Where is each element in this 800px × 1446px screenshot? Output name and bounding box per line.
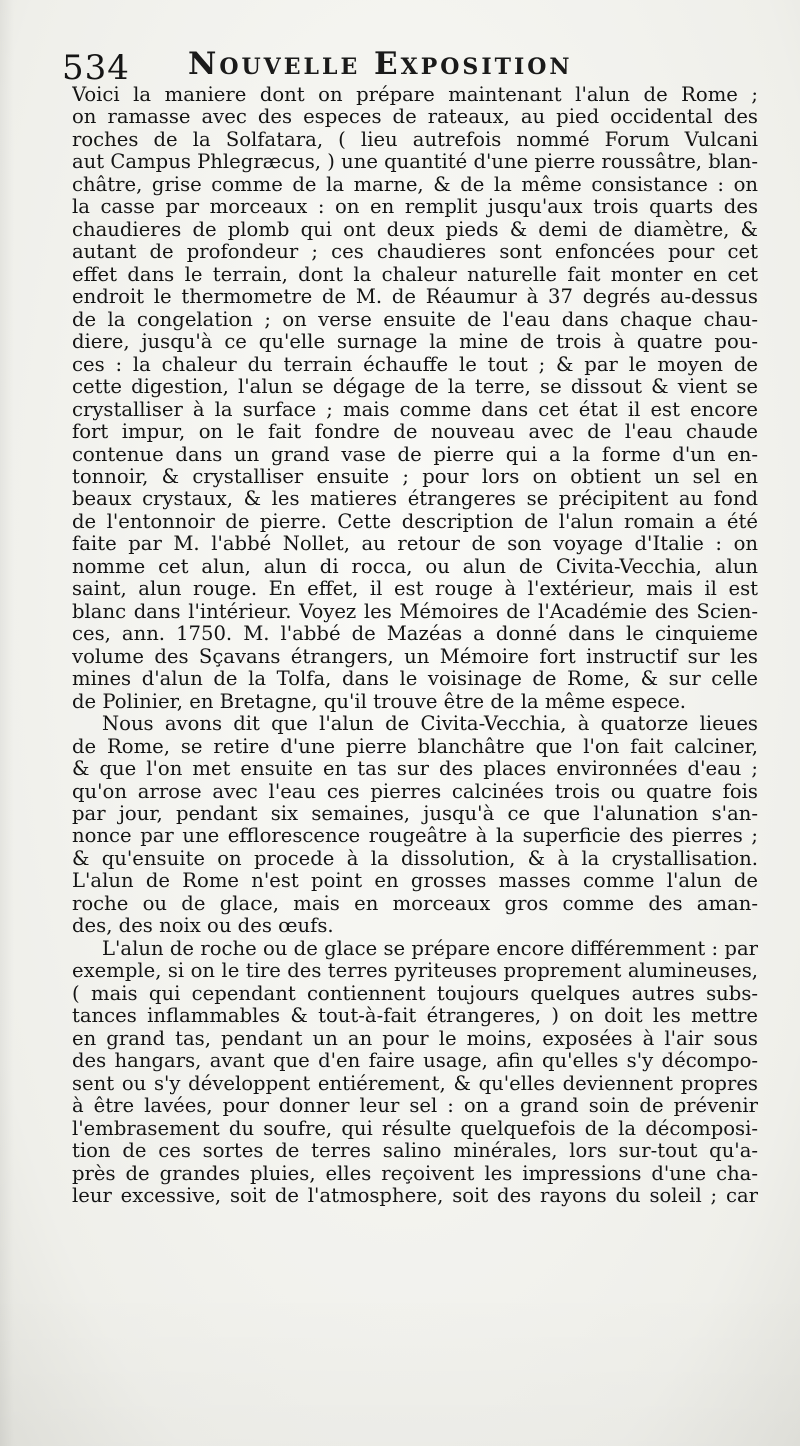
page-edge-shadow bbox=[0, 0, 14, 1446]
text-line: des, des noix ou des œufs. bbox=[72, 915, 334, 938]
text-line: nonce par une efflorescence rougeâtre à la superficie des pierres ; bbox=[72, 825, 758, 848]
running-title: Nouvelle Exposition bbox=[188, 46, 573, 82]
text-line: leur excessive, soit de l'atmosphere, soit des rayons du soleil ; car bbox=[72, 1184, 758, 1207]
text-line: tonnoir, & crystalliser ensuite ; pour lors on obtient un sel en bbox=[72, 465, 758, 488]
text-line: tion de ces sortes de terres salino minérales, lors sur-tout qu'a- bbox=[72, 1140, 758, 1163]
text-line: sent ou s'y développent entiérement, & qu'elles deviennent propres bbox=[72, 1072, 758, 1095]
text-line: tances inflammables & tout-à-fait étrangeres, ) on doit les mettre bbox=[72, 1005, 758, 1028]
text-line: endroit le thermometre de M. de Réaumur à 37 degrés au-dessus bbox=[72, 286, 758, 309]
text-line: saint, alun rouge. En effet, il est rouge à l'extérieur, mais il est bbox=[72, 578, 758, 601]
text-line: de la congelation ; on verse ensuite de l'eau dans chaque chau- bbox=[72, 308, 758, 331]
text-line: châtre, grise comme de la marne, & de la même consistance : on bbox=[72, 173, 758, 196]
text-line: roche ou de glace, mais en morceaux gros comme des aman- bbox=[72, 892, 758, 915]
text-line: contenue dans un grand vase de pierre qui a la forme d'un en- bbox=[72, 443, 758, 466]
text-line: ( mais qui cependant contiennent toujours quelques autres subs- bbox=[72, 982, 758, 1005]
text-line: des hangars, avant que d'en faire usage, afin qu'elles s'y décompo- bbox=[72, 1050, 758, 1073]
text-line: exemple, si on le tire des terres pyriteuses proprement alumineuses, bbox=[72, 960, 758, 983]
text-line: à être lavées, pour donner leur sel : on a grand soin de prévenir bbox=[72, 1095, 758, 1118]
text-line: ces, ann. 1750. M. l'abbé de Mazéas a donné dans le cinquieme bbox=[72, 623, 758, 646]
text-line: L'alun de roche ou de glace se prépare encore différemment : par bbox=[102, 937, 758, 960]
text-line: autant de profondeur ; ces chaudieres sont enfoncées pour cet bbox=[72, 241, 758, 264]
text-line: mines d'alun de la Tolfa, dans le voisinage de Rome, & sur celle bbox=[72, 668, 758, 691]
text-line: L'alun de Rome n'est point en grosses masses comme l'alun de bbox=[72, 870, 758, 893]
text-line: diere, jusqu'à ce qu'elle surnage la mine de trois à quatre pou- bbox=[72, 331, 758, 354]
text-line: près de grandes pluies, elles reçoivent les impressions d'une cha- bbox=[72, 1162, 758, 1185]
text-line: Voici la maniere dont on prépare maintenant l'alun de Rome ; bbox=[72, 84, 758, 106]
text-line: fort impur, on le fait fondre de nouveau avec de l'eau chaude bbox=[72, 421, 758, 444]
text-line: qu'on arrose avec l'eau ces pierres calcinées trois ou quatre fois bbox=[72, 780, 758, 803]
text-line: faite par M. l'abbé Nollet, au retour de son voyage d'Italie : on bbox=[72, 533, 758, 556]
text-line: crystalliser à la surface ; mais comme dans cet état il est encore bbox=[72, 398, 758, 421]
text-line: & qu'ensuite on procede à la dissolution, & à la crystallisation. bbox=[72, 847, 758, 870]
text-line: l'embrasement du soufre, qui résulte quelquefois de la décomposi- bbox=[72, 1117, 758, 1140]
page-number: 534 bbox=[62, 48, 130, 88]
text-line: nomme cet alun, alun di rocca, ou alun de Civita-Vecchia, alun bbox=[72, 555, 758, 578]
text-line: Nous avons dit que l'alun de Civita-Vecchia, à quatorze lieues bbox=[102, 713, 758, 736]
body-text bbox=[72, 84, 758, 1207]
text-line: la casse par morceaux : on en remplit jusqu'aux trois quarts des bbox=[72, 196, 758, 219]
text-line: on ramasse avec des especes de rateaux, au pied occidental des bbox=[72, 106, 758, 129]
text-line: de Polinier, en Bretagne, qu'il trouve être de la même espece. bbox=[72, 690, 687, 713]
text-line: roches de la Solfatara, ( lieu autrefois nommé Forum Vulcani bbox=[72, 128, 758, 151]
text-line: beaux crystaux, & les matieres étrangeres se précipitent au fond bbox=[72, 488, 758, 511]
text-line: volume des Sçavans étrangers, un Mémoire fort instructif sur les bbox=[72, 645, 758, 668]
text-line: ces : la chaleur du terrain échauffe le tout ; & par le moyen de bbox=[72, 353, 758, 376]
page-bottom-shade bbox=[0, 1286, 800, 1446]
text-line: aut Campus Phlegræcus, ) une quantité d'une pierre roussâtre, blan- bbox=[72, 151, 758, 174]
text-line: effet dans le terrain, dont la chaleur naturelle fait monter en cet bbox=[72, 263, 758, 286]
text-line: en grand tas, pendant un an pour le moins, exposées à l'air sous bbox=[72, 1027, 758, 1050]
text-line: chaudieres de plomb qui ont deux pieds & demi de diamètre, & bbox=[72, 218, 758, 241]
text-line: cette digestion, l'alun se dégage de la terre, se dissout & vient se bbox=[72, 376, 758, 399]
text-line: de l'entonnoir de pierre. Cette description de l'alun romain a été bbox=[72, 510, 758, 533]
text-line: blanc dans l'intérieur. Voyez les Mémoires de l'Académie des Scien- bbox=[72, 600, 758, 623]
text-line: par jour, pendant six semaines, jusqu'à ce que l'alunation s'an- bbox=[72, 803, 758, 825]
text-line: de Rome, se retire d'une pierre blanchâtre que l'on fait calciner, bbox=[72, 735, 758, 758]
text-line: & que l'on met ensuite en tas sur des places environnées d'eau ; bbox=[72, 758, 758, 781]
